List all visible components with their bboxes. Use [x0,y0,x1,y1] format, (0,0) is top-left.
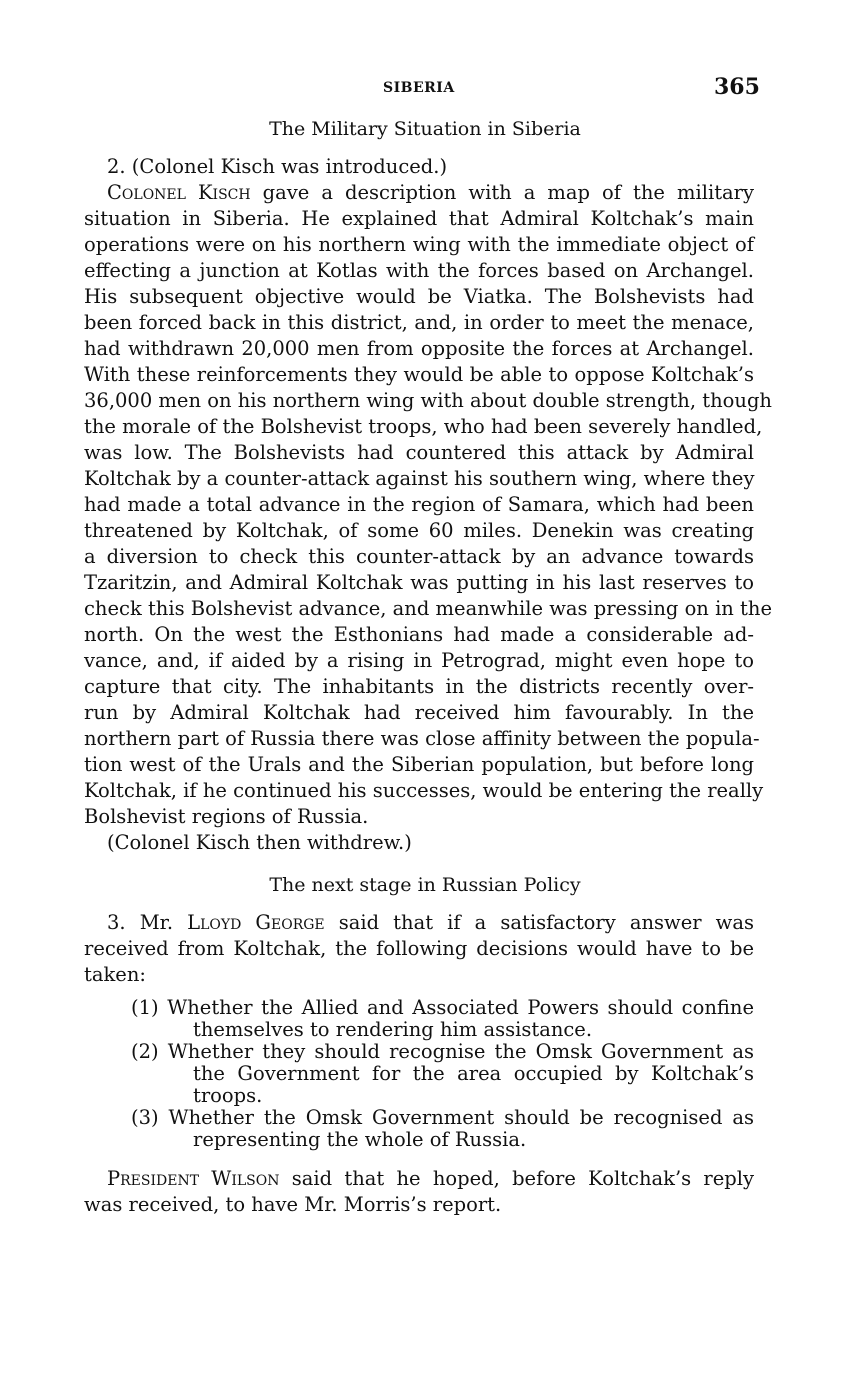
paragraph-line: received from Koltchak, the following decisions would have to be [84,937,754,960]
paragraph-line [107,1166,754,1192]
paragraph-line: was received, to have Mr. Morris’s report. [84,1193,502,1216]
list-item-line: troops. [193,1084,263,1107]
paragraph-line [107,180,754,206]
paragraph-line: With these reinforcements they would be able to oppose Koltchak’s [84,363,754,386]
section-title-military-situation: The Military Situation in Siberia [269,118,581,140]
running-title: SIBERIA [383,80,455,96]
paragraph-line: northern part of Russia there was close affinity between the popula- [84,727,760,750]
list-item-line: themselves to rendering him assistance. [193,1018,593,1041]
paragraph-line: (Colonel Kisch then withdrew.) [107,831,412,854]
list-item-line: (3) Whether the Omsk Government should be recognised as [131,1106,754,1129]
paragraph-line: had made a total advance in the region of Samara, which had been [84,493,754,516]
paragraph-line-text: said that if a satisfactory answer was [338,911,754,934]
paragraph-line: capture that city. The inhabitants in the districts recently over- [84,675,754,698]
paragraph-line: north. On the west the Esthonians had made a considerable ad- [84,623,754,646]
list-item-line: (1) Whether the Allied and Associated Powers should confine [131,996,754,1019]
paragraph-line: a diversion to check this counter-attack by an advance towards [84,545,754,568]
running-head [0,76,850,104]
paragraph-line-text: said that he hoped, before Koltchak’s reply [291,1167,755,1190]
speaker-name: Colonel Kisch [107,181,251,204]
paragraph-line: Bolshevist regions of Russia. [84,805,369,828]
paragraph-line: had withdrawn 20,000 men from opposite the forces at Archangel. [84,337,754,360]
paragraph-line: effecting a junction at Kotlas with the forces based on Archangel. [84,259,754,282]
paragraph-line: the morale of the Bolshevist troops, who had been severely handled, [84,415,763,438]
speaker-name: President Wilson [107,1167,280,1190]
paragraph-line-text: gave a description with a map of the military [262,181,755,204]
paragraph-line: was low. The Bolshevists had countered this attack by Admiral [84,441,754,464]
paragraph-line: 2. (Colonel Kisch was introduced.) [107,155,448,178]
page-number: 365 [714,74,760,100]
list-item-line: (2) Whether they should recognise the Omsk Government as [131,1040,754,1063]
list-item-line: representing the whole of Russia. [193,1128,527,1151]
paragraph-line: run by Admiral Koltchak had received him favourably. In the [84,701,754,724]
paragraph-line: operations were on his northern wing with the immediate object of [84,233,754,256]
paragraph-line: taken: [84,963,146,986]
paragraph-line: vance, and, if aided by a rising in Petrograd, might even hope to [84,649,754,672]
list-item-line: the Government for the area occupied by Koltchak’s [193,1062,754,1085]
paragraph-prefix: 3. Mr. [107,911,174,934]
section-title-russian-policy: The next stage in Russian Policy [269,874,581,896]
paragraph-line: check this Bolshevist advance, and meanwhile was pressing on in the [84,597,772,620]
paragraph-line: tion west of the Urals and the Siberian population, but before long [84,753,754,776]
paragraph-line: been forced back in this district, and, in order to meet the menace, [84,311,754,334]
paragraph-line: threatened by Koltchak, of some 60 miles. Denekin was creating [84,519,754,542]
paragraph-line: Koltchak by a counter-attack against his southern wing, where they [84,467,755,490]
paragraph-line: 36,000 men on his northern wing with about double strength, though [84,389,772,412]
paragraph-line: His subsequent objective would be Viatka. The Bolshevists had [84,285,754,308]
paragraph-line: situation in Siberia. He explained that Admiral Koltchak’s main [84,207,754,230]
paragraph-line: Koltchak, if he continued his successes, would be entering the really [84,779,764,802]
speaker-name: Lloyd George [187,911,325,934]
paragraph-line: Tzaritzin, and Admiral Koltchak was putting in his last reserves to [84,571,754,594]
paragraph-line [107,910,754,936]
